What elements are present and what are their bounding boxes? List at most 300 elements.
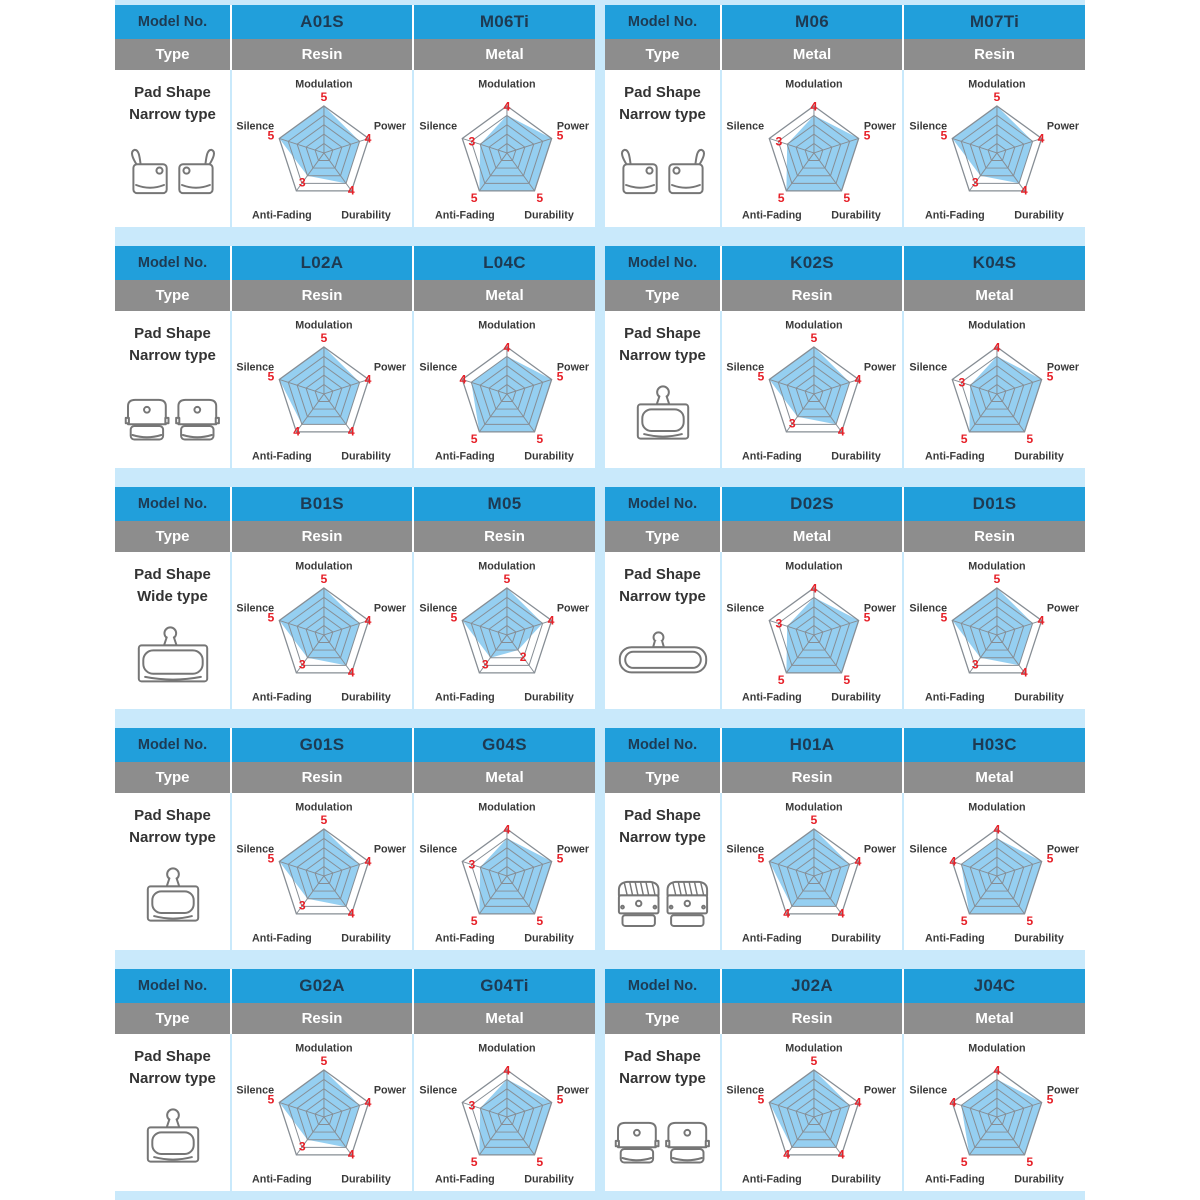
rating-value-modulation: 5: [320, 571, 328, 586]
model-name-cell: [412, 487, 595, 521]
model-name-cell: [902, 246, 1085, 280]
model-name-cell: [230, 487, 412, 521]
rating-value-silence: 3: [467, 1097, 475, 1112]
axis-label-power: Power: [863, 360, 897, 373]
model-name: K02S: [790, 253, 834, 272]
model-name-cell: [412, 728, 595, 762]
pad-comparison-table: [605, 246, 1085, 468]
model-name-cell: [720, 5, 902, 39]
axis-label-power: Power: [373, 601, 407, 614]
radar-chart-cell: [230, 793, 412, 950]
rating-value-silence: 5: [267, 851, 275, 866]
axis-label-silence: Silence: [236, 360, 275, 373]
pad-type-cell: [412, 1003, 595, 1034]
pad-type-cell: [720, 521, 902, 552]
axis-label-durability: Durability: [831, 208, 881, 221]
model-no-header-cell: [605, 728, 720, 762]
rating-value-anti-fading: 5: [960, 913, 968, 928]
rating-value-power: 4: [854, 1095, 862, 1110]
rating-value-power: 5: [863, 610, 871, 625]
pad-material-type: Resin: [484, 528, 525, 545]
pad-shape-text: [134, 564, 211, 608]
model-name-cell: [412, 969, 595, 1003]
axis-label-anti-fading: Anti-Fading: [434, 1172, 495, 1185]
axis-label-modulation: Modulation: [295, 559, 353, 572]
radar-chart: [723, 74, 901, 224]
rating-value-anti-fading: 3: [298, 898, 306, 913]
rating-value-power: 4: [547, 613, 554, 628]
radar-chart: [906, 1038, 1084, 1188]
radar-chart-cell: [902, 1034, 1085, 1191]
axis-label-anti-fading: Anti-Fading: [924, 208, 985, 221]
axis-label-silence: Silence: [418, 360, 457, 373]
rating-value-modulation: 5: [810, 330, 818, 345]
radar-chart: [233, 556, 411, 706]
axis-label-silence: Silence: [726, 601, 765, 614]
axis-label-modulation: Modulation: [477, 77, 536, 90]
pad-comparison-table: [115, 487, 595, 709]
radar-data-polygon: [952, 587, 1032, 664]
radar-chart-cell: [412, 1034, 595, 1191]
finned-pair-pads-icon: [605, 849, 720, 951]
rating-value-silence: 5: [757, 369, 765, 384]
model-name: M06Ti: [479, 12, 530, 31]
rating-value-power: 5: [863, 128, 871, 143]
table-row: [115, 969, 1085, 1191]
axis-label-power: Power: [373, 1083, 407, 1096]
pad-shape-type-label: Narrow type: [129, 105, 216, 123]
rating-value-modulation: 4: [810, 580, 818, 595]
axis-label-silence: Silence: [908, 360, 947, 373]
rating-value-power: 5: [556, 1092, 563, 1107]
radar-chart-cell: [412, 311, 595, 468]
axis-label-anti-fading: Anti-Fading: [434, 690, 495, 703]
axis-label-silence: Silence: [908, 1083, 947, 1096]
radar-chart-cell: [720, 311, 902, 468]
model-no-header-cell: [115, 487, 230, 521]
rating-value-anti-fading: 5: [470, 431, 478, 446]
pad-type-cell: [720, 280, 902, 311]
axis-label-power: Power: [556, 119, 589, 132]
axis-label-power: Power: [556, 601, 589, 614]
rating-value-silence: 5: [940, 610, 947, 625]
pad-type-cell: [230, 521, 412, 552]
model-name: L04C: [483, 253, 526, 272]
rating-value-durability: 4: [347, 664, 355, 679]
pad-material-type: Resin: [301, 46, 343, 63]
pad-comparison-table: [115, 728, 595, 950]
pad-material-type: Resin: [974, 528, 1015, 545]
axis-label-modulation: Modulation: [967, 559, 1026, 572]
model-name-cell: [902, 5, 1085, 39]
pad-shape-cell: [605, 1034, 720, 1191]
model-name-cell: [902, 728, 1085, 762]
model-name-cell: [230, 728, 412, 762]
rating-value-silence: 5: [940, 128, 947, 143]
rating-value-durability: 5: [1025, 1154, 1033, 1169]
pad-shape-cell: [605, 552, 720, 709]
axis-label-anti-fading: Anti-Fading: [252, 1172, 312, 1185]
pad-shape-type-label: Narrow type: [619, 1069, 706, 1087]
model-name: D01S: [972, 494, 1017, 513]
type-label: Type: [155, 46, 190, 63]
type-label: Type: [645, 769, 680, 786]
axis-label-durability: Durability: [831, 1172, 881, 1185]
axis-label-modulation: Modulation: [967, 77, 1026, 90]
axis-label-power: Power: [1046, 842, 1079, 855]
model-name: M05: [487, 494, 522, 513]
pad-material-type: Metal: [975, 769, 1014, 786]
pad-material-type: Metal: [792, 528, 832, 545]
rating-value-silence: 3: [957, 374, 965, 389]
rating-value-modulation: 5: [320, 812, 328, 827]
pad-shape-label: Pad Shape: [624, 325, 701, 342]
model-no-header-cell: [115, 969, 230, 1003]
pad-shape-label: Pad Shape: [624, 1048, 701, 1065]
rating-value-modulation: 4: [503, 339, 510, 354]
rating-value-silence: 4: [948, 1095, 956, 1110]
radar-chart: [906, 556, 1084, 706]
pad-shape-label: Pad Shape: [134, 566, 211, 583]
model-no-header-cell: [115, 5, 230, 39]
radar-chart-cell: [230, 1034, 412, 1191]
table-row: [115, 728, 1085, 950]
rating-value-power: 4: [1037, 613, 1044, 628]
model-no-label: Model No.: [627, 737, 698, 753]
radar-chart-cell: [902, 70, 1085, 227]
rating-value-silence: 3: [467, 856, 475, 871]
model-name: G04S: [482, 735, 527, 754]
pad-material-type: Resin: [791, 1010, 833, 1027]
axis-label-anti-fading: Anti-Fading: [924, 449, 985, 462]
rating-value-silence: 3: [467, 133, 475, 148]
rating-value-anti-fading: 5: [777, 190, 785, 205]
pad-material-type: Resin: [791, 287, 833, 304]
pad-comparison-table: [115, 969, 595, 1191]
axis-label-durability: Durability: [523, 1172, 574, 1185]
axis-label-durability: Durability: [341, 931, 391, 944]
radar-data-polygon: [279, 105, 359, 182]
radar-chart-cell: [230, 311, 412, 468]
model-name: K04S: [972, 253, 1017, 272]
axis-label-durability: Durability: [341, 449, 391, 462]
pad-type-cell: [230, 39, 412, 70]
rating-value-anti-fading: 5: [470, 1154, 478, 1169]
axis-label-anti-fading: Anti-Fading: [742, 931, 802, 944]
radar-chart: [906, 74, 1084, 224]
type-label: Type: [155, 1010, 190, 1027]
axis-label-silence: Silence: [418, 601, 457, 614]
rating-value-power: 4: [364, 613, 372, 628]
pad-shape-type-label: Narrow type: [619, 828, 706, 846]
rating-value-silence: 4: [948, 854, 956, 869]
axis-label-modulation: Modulation: [477, 800, 536, 813]
pad-shape-text: [619, 82, 706, 126]
pad-shape-label: Pad Shape: [134, 1048, 211, 1065]
type-label: Type: [155, 528, 190, 545]
pad-type-cell: [412, 762, 595, 793]
pad-shape-type-label: Narrow type: [129, 1069, 216, 1087]
pad-type-cell: [720, 1003, 902, 1034]
radar-chart-cell: [902, 311, 1085, 468]
pad-shape-cell: [115, 552, 230, 709]
pad-material-type: Metal: [485, 769, 524, 786]
axis-label-power: Power: [556, 1083, 589, 1096]
rating-value-power: 4: [364, 854, 372, 869]
pad-material-type: Metal: [792, 46, 832, 63]
radar-chart: [416, 74, 594, 224]
pad-type-cell: [412, 521, 595, 552]
rating-value-silence: 5: [267, 1092, 275, 1107]
tab-narrow-pad-icon: [115, 849, 230, 951]
pad-shape-cell: [115, 793, 230, 950]
radar-chart: [416, 315, 594, 465]
pad-shape-cell: [605, 311, 720, 468]
model-name: M07Ti: [969, 12, 1020, 31]
pad-type-cell: [902, 39, 1085, 70]
radar-data-polygon: [769, 1069, 849, 1146]
rating-value-anti-fading: 5: [960, 431, 968, 446]
axis-label-durability: Durability: [523, 208, 574, 221]
pad-shape-cell: [115, 311, 230, 468]
rating-value-power: 5: [1046, 851, 1053, 866]
axis-label-power: Power: [863, 601, 897, 614]
model-name: G02A: [299, 976, 345, 995]
radar-chart-cell: [720, 70, 902, 227]
pad-type-cell: [412, 280, 595, 311]
radar-chart: [723, 797, 901, 947]
axis-label-modulation: Modulation: [295, 77, 353, 90]
pad-shape-label: Pad Shape: [134, 84, 211, 101]
radar-data-polygon: [769, 828, 849, 905]
radar-data-polygon: [279, 346, 359, 423]
pad-type-cell: [902, 521, 1085, 552]
rating-value-power: 4: [1037, 131, 1044, 146]
radar-chart: [233, 1038, 411, 1188]
pad-material-type: Resin: [301, 769, 343, 786]
axis-label-silence: Silence: [236, 842, 275, 855]
axis-label-durability: Durability: [341, 690, 391, 703]
radar-data-polygon: [279, 1069, 359, 1146]
rating-value-anti-fading: 3: [788, 416, 796, 431]
radar-chart: [723, 556, 901, 706]
axis-label-anti-fading: Anti-Fading: [742, 449, 802, 462]
pad-shape-type-label: Narrow type: [619, 105, 706, 123]
axis-label-anti-fading: Anti-Fading: [742, 690, 802, 703]
rating-value-modulation: 4: [503, 98, 510, 113]
pad-shape-type-label: Narrow type: [129, 346, 216, 364]
axis-label-modulation: Modulation: [967, 318, 1026, 331]
rating-value-modulation: 5: [993, 571, 1000, 586]
radar-chart-cell: [412, 70, 595, 227]
radar-data-polygon: [786, 115, 858, 191]
eared-pair-pads-icon: [605, 1090, 720, 1192]
type-header-cell: [605, 280, 720, 311]
model-no-label: Model No.: [627, 255, 698, 271]
type-header-cell: [115, 762, 230, 793]
rating-value-anti-fading: 3: [298, 1139, 306, 1154]
model-no-label: Model No.: [627, 978, 698, 994]
type-header-cell: [605, 762, 720, 793]
rating-value-power: 4: [364, 372, 372, 387]
type-header-cell: [605, 521, 720, 552]
axis-label-modulation: Modulation: [967, 1041, 1026, 1054]
rating-value-silence: 5: [267, 369, 275, 384]
axis-label-modulation: Modulation: [295, 800, 353, 813]
model-name: A01S: [300, 12, 344, 31]
rating-value-modulation: 5: [320, 89, 328, 104]
model-name: G04Ti: [480, 976, 529, 995]
rating-value-anti-fading: 5: [470, 913, 478, 928]
rating-value-durability: 5: [535, 190, 543, 205]
radar-chart: [416, 556, 594, 706]
model-no-header-cell: [605, 246, 720, 280]
radar-chart-cell: [902, 552, 1085, 709]
axis-label-durability: Durability: [1013, 931, 1064, 944]
pad-material-type: Metal: [485, 287, 524, 304]
axis-label-anti-fading: Anti-Fading: [252, 208, 312, 221]
axis-label-power: Power: [1046, 360, 1079, 373]
rating-value-silence: 5: [450, 610, 457, 625]
type-label: Type: [155, 769, 190, 786]
axis-label-power: Power: [556, 360, 589, 373]
pad-type-cell: [412, 39, 595, 70]
radar-chart-cell: [720, 793, 902, 950]
pad-type-cell: [230, 762, 412, 793]
axis-label-silence: Silence: [236, 601, 275, 614]
axis-label-modulation: Modulation: [785, 559, 843, 572]
model-name: H01A: [789, 735, 835, 754]
tab-wide-pad-icon: [115, 608, 230, 710]
model-no-label: Model No.: [137, 978, 208, 994]
flat-wide-pad-icon: [605, 608, 720, 710]
axis-label-anti-fading: Anti-Fading: [742, 1172, 802, 1185]
axis-label-anti-fading: Anti-Fading: [434, 449, 495, 462]
rating-value-power: 4: [364, 131, 372, 146]
eared-pair-pads-icon: [115, 367, 230, 469]
model-name-cell: [720, 487, 902, 521]
type-header-cell: [115, 39, 230, 70]
model-no-label: Model No.: [137, 14, 208, 30]
model-no-header-cell: [605, 969, 720, 1003]
axis-label-silence: Silence: [236, 119, 275, 132]
model-name-cell: [230, 246, 412, 280]
rating-value-durability: 4: [1020, 664, 1028, 679]
axis-label-durability: Durability: [1013, 1172, 1064, 1185]
comparison-panel: [115, 0, 1085, 1200]
pad-comparison-table: [115, 246, 595, 468]
rating-value-silence: 5: [757, 1092, 765, 1107]
type-label: Type: [155, 287, 190, 304]
pad-shape-text: [129, 805, 216, 849]
pad-material-type: Metal: [975, 287, 1014, 304]
pad-shape-label: Pad Shape: [624, 807, 701, 824]
pad-material-type: Metal: [975, 1010, 1014, 1027]
axis-label-power: Power: [1046, 119, 1079, 132]
tab-narrow-pad-icon: [115, 1090, 230, 1192]
pad-type-cell: [902, 280, 1085, 311]
pad-comparison-table: [115, 5, 595, 227]
model-no-label: Model No.: [137, 737, 208, 753]
model-name: J02A: [791, 976, 833, 995]
axis-label-silence: Silence: [726, 842, 765, 855]
pad-comparison-table: [605, 969, 1085, 1191]
radar-data-polygon: [769, 346, 849, 423]
pad-material-type: Resin: [301, 528, 343, 545]
radar-data-polygon: [969, 356, 1041, 432]
radar-chart-cell: [720, 552, 902, 709]
radar-data-polygon: [786, 597, 858, 673]
axis-label-durability: Durability: [1013, 208, 1064, 221]
rating-value-modulation: 4: [993, 821, 1000, 836]
model-no-label: Model No.: [137, 255, 208, 271]
pad-type-cell: [902, 762, 1085, 793]
axis-label-modulation: Modulation: [785, 318, 843, 331]
rating-value-modulation: 5: [993, 89, 1000, 104]
axis-label-silence: Silence: [726, 360, 765, 373]
table-row: [115, 487, 1085, 709]
pad-shape-label: Pad Shape: [624, 84, 701, 101]
pad-material-type: Resin: [791, 769, 833, 786]
axis-label-anti-fading: Anti-Fading: [252, 931, 312, 944]
rating-value-durability: 5: [535, 431, 543, 446]
rating-value-anti-fading: 4: [293, 423, 301, 438]
rating-value-modulation: 4: [993, 1062, 1000, 1077]
axis-label-anti-fading: Anti-Fading: [252, 690, 312, 703]
pad-material-type: Resin: [974, 46, 1015, 63]
model-name-cell: [412, 246, 595, 280]
radar-data-polygon: [462, 587, 542, 657]
rating-value-power: 4: [364, 1095, 372, 1110]
pad-shape-cell: [115, 1034, 230, 1191]
type-header-cell: [605, 1003, 720, 1034]
axis-label-power: Power: [863, 1083, 897, 1096]
rating-value-modulation: 5: [810, 812, 818, 827]
type-header-cell: [115, 1003, 230, 1034]
rating-value-durability: 4: [347, 1146, 355, 1161]
hooked-pair-pads-icon: [605, 126, 720, 228]
axis-label-anti-fading: Anti-Fading: [252, 449, 312, 462]
rating-value-durability: 5: [843, 672, 851, 687]
rating-value-durability: 4: [347, 423, 355, 438]
model-name: H03C: [972, 735, 1017, 754]
pad-comparison-table: [605, 728, 1085, 950]
radar-data-polygon: [279, 587, 359, 664]
radar-chart-cell: [412, 793, 595, 950]
rating-value-silence: 5: [267, 610, 275, 625]
axis-label-modulation: Modulation: [785, 1041, 843, 1054]
axis-label-durability: Durability: [523, 690, 574, 703]
axis-label-modulation: Modulation: [967, 800, 1026, 813]
rating-value-anti-fading: 3: [298, 657, 306, 672]
model-name-cell: [230, 5, 412, 39]
rating-value-anti-fading: 5: [470, 190, 478, 205]
radar-chart: [723, 315, 901, 465]
pad-type-cell: [230, 1003, 412, 1034]
axis-label-silence: Silence: [908, 601, 947, 614]
model-name-cell: [412, 5, 595, 39]
radar-data-polygon: [479, 838, 551, 914]
rating-value-power: 5: [556, 128, 563, 143]
rating-value-power: 5: [1046, 369, 1053, 384]
rating-value-silence: 4: [458, 372, 466, 387]
axis-label-durability: Durability: [1013, 449, 1064, 462]
rating-value-durability: 5: [843, 190, 851, 205]
model-no-label: Model No.: [137, 496, 208, 512]
model-name: M06: [795, 12, 829, 31]
rating-value-power: 4: [854, 854, 862, 869]
pad-shape-cell: [605, 70, 720, 227]
